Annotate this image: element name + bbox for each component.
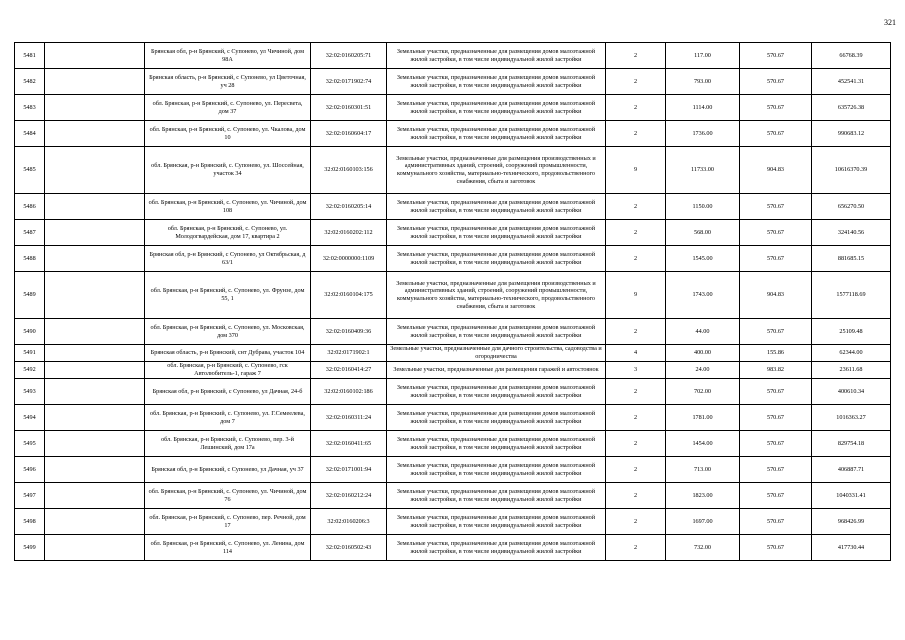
specific-value-cell: 570.67 xyxy=(740,121,812,147)
area-cell: 400.00 xyxy=(666,345,740,362)
table-row xyxy=(15,43,891,69)
cadastral-value-cell: 1040331.41 xyxy=(812,483,891,509)
blank-cell xyxy=(45,43,145,69)
row-number-cell: 5495 xyxy=(15,431,45,457)
land-use-cell: Земельные участки, предназначенные для размещения домов малоэтажной жилой застройки, в том числе индивидуальной жилой застройки xyxy=(387,379,606,405)
area-cell: 44.00 xyxy=(666,319,740,345)
blank-cell xyxy=(45,483,145,509)
cadastral-number-cell: 32:02:0171902:74 xyxy=(311,69,387,95)
group-cell: 9 xyxy=(606,147,666,194)
cadastral-value-cell: 1577118.69 xyxy=(812,272,891,319)
cadastral-value-cell: 324140.56 xyxy=(812,220,891,246)
cadastral-value-cell: 881685.15 xyxy=(812,246,891,272)
specific-value-cell: 570.67 xyxy=(740,405,812,431)
cadastral-number-cell: 32:02:0160205:71 xyxy=(311,43,387,69)
specific-value-cell: 570.67 xyxy=(740,95,812,121)
address-cell: обл. Брянская, р-н Брянский, с. Супонево, ул. Фрунзе, дом 55, 1 xyxy=(145,272,311,319)
specific-value-cell: 570.67 xyxy=(740,509,812,535)
group-cell: 2 xyxy=(606,43,666,69)
specific-value-cell: 904.83 xyxy=(740,147,812,194)
area-cell: 713.00 xyxy=(666,457,740,483)
land-use-cell: Земельные участки, предназначенные для размещения домов малоэтажной жилой застройки, в том числе индивидуальной жилой застройки xyxy=(387,483,606,509)
cadastral-number-cell: 32:02:0160205:14 xyxy=(311,194,387,220)
group-cell: 2 xyxy=(606,246,666,272)
cadastral-number-cell: 32:02:0000000:1109 xyxy=(311,246,387,272)
row-number-cell: 5483 xyxy=(15,95,45,121)
land-use-cell: Земельные участки, предназначенные для размещения домов малоэтажной жилой застройки, в том числе индивидуальной жилой застройки xyxy=(387,43,606,69)
specific-value-cell: 570.67 xyxy=(740,220,812,246)
table-row xyxy=(15,121,891,147)
cadastral-number-cell: 32:02:0160409:36 xyxy=(311,319,387,345)
address-cell: обл. Брянская, р-н Брянский, с. Супонево, ул. Чичиной, дом 76 xyxy=(145,483,311,509)
address-cell: обл. Брянская, р-н Брянский, с. Супонево, ул. Чкалова, дом 10 xyxy=(145,121,311,147)
group-cell: 2 xyxy=(606,483,666,509)
table-row xyxy=(15,431,891,457)
cadastral-number-cell: 32:02:0160104:175 xyxy=(311,272,387,319)
blank-cell xyxy=(45,319,145,345)
cadastral-value-cell: 10616370.39 xyxy=(812,147,891,194)
row-number-cell: 5484 xyxy=(15,121,45,147)
specific-value-cell: 570.67 xyxy=(740,246,812,272)
row-number-cell: 5494 xyxy=(15,405,45,431)
area-cell: 1736.00 xyxy=(666,121,740,147)
row-number-cell: 5493 xyxy=(15,379,45,405)
table-row xyxy=(15,272,891,319)
blank-cell xyxy=(45,147,145,194)
cadastral-value-cell: 406887.71 xyxy=(812,457,891,483)
blank-cell xyxy=(45,362,145,379)
area-cell: 1697.00 xyxy=(666,509,740,535)
group-cell: 2 xyxy=(606,457,666,483)
area-cell: 702.00 xyxy=(666,379,740,405)
land-use-cell: Земельные участки, предназначенные для размещения домов малоэтажной жилой застройки, в том числе индивидуальной жилой застройки xyxy=(387,95,606,121)
cadastral-number-cell: 32:02:0160202:112 xyxy=(311,220,387,246)
table-row xyxy=(15,147,891,194)
table-row xyxy=(15,457,891,483)
address-cell: Брянская область, р-н Брянский, с Супонево, ул Цветочная, уч 28 xyxy=(145,69,311,95)
address-cell: обл. Брянская, р-н Брянский, с. Супонево, ул. Шоссейная, участок 34 xyxy=(145,147,311,194)
blank-cell xyxy=(45,535,145,561)
row-number-cell: 5498 xyxy=(15,509,45,535)
area-cell: 1454.00 xyxy=(666,431,740,457)
address-cell: обл. Брянская, р-н Брянский, с. Супонево, пер. Речной, дом 17 xyxy=(145,509,311,535)
area-cell: 1150.00 xyxy=(666,194,740,220)
cadastral-value-cell: 968426.99 xyxy=(812,509,891,535)
cadastral-number-cell: 32:02:0160103:156 xyxy=(311,147,387,194)
cadastral-value-cell: 400610.34 xyxy=(812,379,891,405)
group-cell: 2 xyxy=(606,431,666,457)
land-use-cell: Земельные участки, предназначенные для дачного строительства, садоводства и огородничества xyxy=(387,345,606,362)
cadastral-number-cell: 32:02:0160301:51 xyxy=(311,95,387,121)
cadastral-number-cell: 32:02:0171902:1 xyxy=(311,345,387,362)
table-row xyxy=(15,509,891,535)
area-cell: 117.00 xyxy=(666,43,740,69)
blank-cell xyxy=(45,121,145,147)
land-use-cell: Земельные участки, предназначенные для размещения производственных и административных зданий, строений, сооружений промышленности, коммунального хозяйства, материально-технического, продовольственного снабжения, сбыта и заготовок xyxy=(387,147,606,194)
address-cell: Брянская область, р-н Брянский, снт Дубрава, участок 104 xyxy=(145,345,311,362)
specific-value-cell: 570.67 xyxy=(740,483,812,509)
specific-value-cell: 570.67 xyxy=(740,535,812,561)
row-number-cell: 5487 xyxy=(15,220,45,246)
blank-cell xyxy=(45,431,145,457)
address-cell: обл. Брянская, р-н Брянский, с. Супонево, ул. Молодогвардейская, дом 17, квартира 2 xyxy=(145,220,311,246)
group-cell: 2 xyxy=(606,69,666,95)
row-number-cell: 5488 xyxy=(15,246,45,272)
table-row xyxy=(15,319,891,345)
area-cell: 732.00 xyxy=(666,535,740,561)
land-use-cell: Земельные участки, предназначенные для размещения домов малоэтажной жилой застройки, в том числе индивидуальной жилой застройки xyxy=(387,121,606,147)
table-row xyxy=(15,194,891,220)
group-cell: 2 xyxy=(606,379,666,405)
address-cell: обл. Брянская, р-н Брянский, с. Супонево, ул. Г.Семеелева, дом 7 xyxy=(145,405,311,431)
address-cell: обл. Брянская, р-н Брянский, с. Супонево, ул. Чичиной, дом 108 xyxy=(145,194,311,220)
blank-cell xyxy=(45,95,145,121)
area-cell: 11733.00 xyxy=(666,147,740,194)
cadastral-value-cell: 66768.39 xyxy=(812,43,891,69)
group-cell: 2 xyxy=(606,405,666,431)
specific-value-cell: 570.67 xyxy=(740,69,812,95)
table-row xyxy=(15,405,891,431)
land-use-cell: Земельные участки, предназначенные для размещения гаражей и автостоянок xyxy=(387,362,606,379)
cadastral-value-cell: 656270.50 xyxy=(812,194,891,220)
blank-cell xyxy=(45,405,145,431)
area-cell: 1743.00 xyxy=(666,272,740,319)
specific-value-cell: 155.86 xyxy=(740,345,812,362)
row-number-cell: 5486 xyxy=(15,194,45,220)
specific-value-cell: 570.67 xyxy=(740,379,812,405)
blank-cell xyxy=(45,69,145,95)
row-number-cell: 5496 xyxy=(15,457,45,483)
cadastral-number-cell: 32:02:0160604:17 xyxy=(311,121,387,147)
area-cell: 1823.00 xyxy=(666,483,740,509)
land-use-cell: Земельные участки, предназначенные для размещения домов малоэтажной жилой застройки, в том числе индивидуальной жилой застройки xyxy=(387,194,606,220)
group-cell: 3 xyxy=(606,362,666,379)
table-body xyxy=(15,43,891,561)
blank-cell xyxy=(45,345,145,362)
blank-cell xyxy=(45,272,145,319)
specific-value-cell: 570.67 xyxy=(740,319,812,345)
group-cell: 2 xyxy=(606,319,666,345)
land-use-cell: Земельные участки, предназначенные для размещения домов малоэтажной жилой застройки, в том числе индивидуальной жилой застройки xyxy=(387,69,606,95)
group-cell: 2 xyxy=(606,509,666,535)
row-number-cell: 5482 xyxy=(15,69,45,95)
cadastral-value-cell: 829754.18 xyxy=(812,431,891,457)
group-cell: 2 xyxy=(606,121,666,147)
specific-value-cell: 570.67 xyxy=(740,43,812,69)
row-number-cell: 5481 xyxy=(15,43,45,69)
address-cell: обл. Брянская, р-н Брянский, с. Супонево, ул. Пересвета, дом 37 xyxy=(145,95,311,121)
land-use-cell: Земельные участки, предназначенные для размещения производственных и административных зданий, строений, сооружений промышленности, коммунального хозяйства, материально-технического, продовольственного снабжения, сбыта и заготовок xyxy=(387,272,606,319)
specific-value-cell: 570.67 xyxy=(740,431,812,457)
row-number-cell: 5490 xyxy=(15,319,45,345)
land-use-cell: Земельные участки, предназначенные для размещения домов малоэтажной жилой застройки, в том числе индивидуальной жилой застройки xyxy=(387,405,606,431)
area-cell: 568.00 xyxy=(666,220,740,246)
cadastral-number-cell: 32:02:0160102:186 xyxy=(311,379,387,405)
specific-value-cell: 570.67 xyxy=(740,457,812,483)
blank-cell xyxy=(45,246,145,272)
table-row xyxy=(15,379,891,405)
specific-value-cell: 904.83 xyxy=(740,272,812,319)
cadastral-number-cell: 32:02:0171001:94 xyxy=(311,457,387,483)
address-cell: обл. Брянская, р-н Брянский, с. Супонево, пер. 3-й Лешинский, дом 17а xyxy=(145,431,311,457)
cadastral-value-cell: 452541.31 xyxy=(812,69,891,95)
table-row xyxy=(15,246,891,272)
land-use-cell: Земельные участки, предназначенные для размещения домов малоэтажной жилой застройки, в том числе индивидуальной жилой застройки xyxy=(387,457,606,483)
table-row xyxy=(15,483,891,509)
cadastral-number-cell: 32:02:0160311:24 xyxy=(311,405,387,431)
address-cell: Брянская обл, р-н Брянский, с Супонево, ул Чичиной, дом 98А xyxy=(145,43,311,69)
address-cell: обл. Брянская, р-н Брянский, с. Супонево, гск Автолюбитель-1, гараж 7 xyxy=(145,362,311,379)
cadastral-number-cell: 32:02:0160502:43 xyxy=(311,535,387,561)
row-number-cell: 5497 xyxy=(15,483,45,509)
cadastral-number-cell: 32:02:0160414:27 xyxy=(311,362,387,379)
table-row xyxy=(15,69,891,95)
cadastral-value-cell: 25109.48 xyxy=(812,319,891,345)
land-use-cell: Земельные участки, предназначенные для размещения домов малоэтажной жилой застройки, в том числе индивидуальной жилой застройки xyxy=(387,509,606,535)
cadastral-value-cell: 1016363.27 xyxy=(812,405,891,431)
table-row xyxy=(15,362,891,379)
row-number-cell: 5499 xyxy=(15,535,45,561)
land-use-cell: Земельные участки, предназначенные для размещения домов малоэтажной жилой застройки, в том числе индивидуальной жилой застройки xyxy=(387,431,606,457)
group-cell: 2 xyxy=(606,220,666,246)
table-row xyxy=(15,220,891,246)
land-use-cell: Земельные участки, предназначенные для размещения домов малоэтажной жилой застройки, в том числе индивидуальной жилой застройки xyxy=(387,535,606,561)
address-cell: Брянская обл, р-н Брянский, с Супонево, ул Дачная, уч 37 xyxy=(145,457,311,483)
table-row xyxy=(15,95,891,121)
land-use-cell: Земельные участки, предназначенные для размещения домов малоэтажной жилой застройки, в том числе индивидуальной жилой застройки xyxy=(387,319,606,345)
specific-value-cell: 983.82 xyxy=(740,362,812,379)
group-cell: 2 xyxy=(606,95,666,121)
specific-value-cell: 570.67 xyxy=(740,194,812,220)
blank-cell xyxy=(45,220,145,246)
cadastral-value-cell: 635726.38 xyxy=(812,95,891,121)
blank-cell xyxy=(45,457,145,483)
group-cell: 2 xyxy=(606,535,666,561)
area-cell: 793.00 xyxy=(666,69,740,95)
area-cell: 1781.00 xyxy=(666,405,740,431)
group-cell: 4 xyxy=(606,345,666,362)
cadastral-number-cell: 32:02:0160206:3 xyxy=(311,509,387,535)
cadastral-value-cell: 417730.44 xyxy=(812,535,891,561)
area-cell: 1114.00 xyxy=(666,95,740,121)
area-cell: 1545.00 xyxy=(666,246,740,272)
cadastral-value-cell: 990683.12 xyxy=(812,121,891,147)
address-cell: Брянская обл, р-н Брянский, с Супонево, ул Дачная, 24-б xyxy=(145,379,311,405)
land-use-cell: Земельные участки, предназначенные для размещения домов малоэтажной жилой застройки, в том числе индивидуальной жилой застройки xyxy=(387,246,606,272)
cadastral-value-cell: 62344.00 xyxy=(812,345,891,362)
land-use-cell: Земельные участки, предназначенные для размещения домов малоэтажной жилой застройки, в том числе индивидуальной жилой застройки xyxy=(387,220,606,246)
table-row xyxy=(15,535,891,561)
address-cell: обл. Брянская, р-н Брянский, с. Супонево, ул. Московская, дом 370 xyxy=(145,319,311,345)
row-number-cell: 5491 xyxy=(15,345,45,362)
group-cell: 9 xyxy=(606,272,666,319)
address-cell: обл. Брянская, р-н Брянский, с. Супонево, ул. Ленина, дом 114 xyxy=(145,535,311,561)
cadastral-value-cell: 23611.68 xyxy=(812,362,891,379)
group-cell: 2 xyxy=(606,194,666,220)
cadastral-number-cell: 32:02:0160411:65 xyxy=(311,431,387,457)
page-number: 321 xyxy=(884,18,896,27)
cadastral-value-table xyxy=(14,42,891,561)
area-cell: 24.00 xyxy=(666,362,740,379)
blank-cell xyxy=(45,509,145,535)
row-number-cell: 5492 xyxy=(15,362,45,379)
blank-cell xyxy=(45,194,145,220)
row-number-cell: 5485 xyxy=(15,147,45,194)
cadastral-number-cell: 32:02:0160212:24 xyxy=(311,483,387,509)
blank-cell xyxy=(45,379,145,405)
table-row xyxy=(15,345,891,362)
row-number-cell: 5489 xyxy=(15,272,45,319)
address-cell: Брянская обл, р-н Брянский, с Супонево, ул Октябрьская, д 63/1 xyxy=(145,246,311,272)
